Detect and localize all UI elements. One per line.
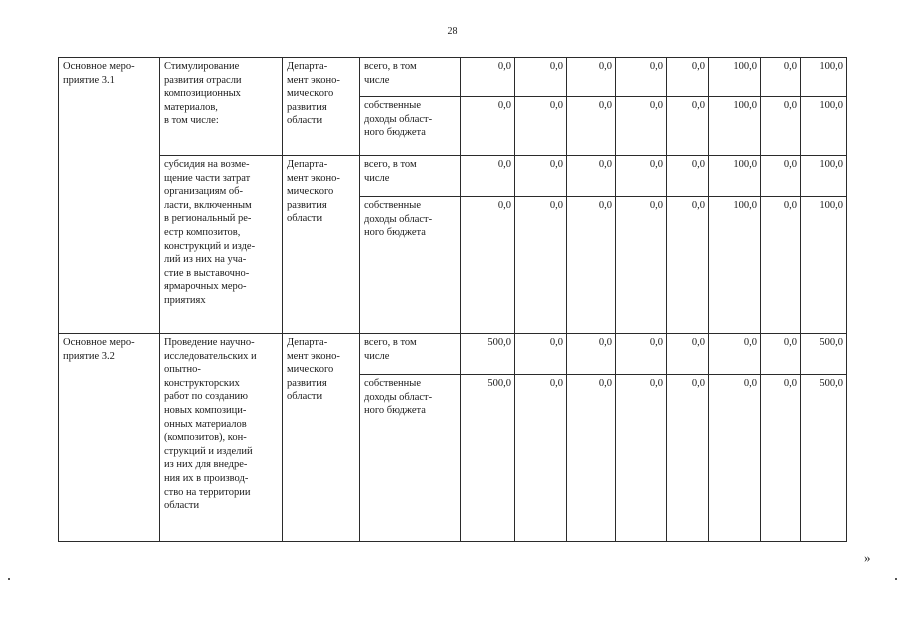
- value-cell: 0,0: [567, 58, 616, 97]
- measure-name-cell: субсидия на возме- щение части затрат организациям об- ласти, включенным в региональный ре- естр композитов, конструкций и изде- лий из них на уча- стие в выставочно- ярмарочных меро- приятиях: [160, 156, 283, 334]
- measure-group-cell: Основное меро- приятие 3.2: [59, 334, 160, 542]
- budget-table: [58, 57, 847, 542]
- value-cell: 0,0: [761, 197, 801, 334]
- value-cell: 0,0: [616, 197, 667, 334]
- executor-cell: Департа- мент эконо- мического развития области: [283, 58, 360, 156]
- funding-source-cell: собственные доходы област- ного бюджета: [360, 97, 461, 156]
- value-cell: 0,0: [667, 334, 709, 375]
- value-cell: 0,0: [616, 58, 667, 97]
- value-cell: 0,0: [567, 334, 616, 375]
- measure-name-cell: Проведение научно- исследовательских и опытно- конструкторских работ по созданию новых композици- онных материалов (композитов), кон- струкций и изделий из них для внедре- ния их в производ- ство на территории области: [160, 334, 283, 542]
- value-cell: 0,0: [761, 97, 801, 156]
- funding-source-cell: всего, в том числе: [360, 156, 461, 197]
- value-cell: 100,0: [709, 58, 761, 97]
- value-cell: 0,0: [616, 334, 667, 375]
- scan-speck: [8, 578, 10, 580]
- value-cell: 0,0: [461, 156, 515, 197]
- value-cell: 0,0: [515, 58, 567, 97]
- value-cell: 0,0: [515, 197, 567, 334]
- value-cell: 100,0: [801, 97, 847, 156]
- value-cell: 0,0: [616, 375, 667, 542]
- value-cell: 500,0: [801, 375, 847, 542]
- table-row: [59, 156, 847, 197]
- value-cell: 100,0: [801, 197, 847, 334]
- executor-cell: Департа- мент эконо- мического развития области: [283, 156, 360, 334]
- value-cell: 0,0: [567, 97, 616, 156]
- measure-name-cell: Стимулирование развития отрасли композиционных материалов, в том числе:: [160, 58, 283, 156]
- value-cell: 0,0: [461, 197, 515, 334]
- value-cell: 0,0: [667, 58, 709, 97]
- value-cell: 0,0: [667, 156, 709, 197]
- value-cell: 0,0: [709, 334, 761, 375]
- value-cell: 0,0: [761, 334, 801, 375]
- value-cell: 100,0: [709, 97, 761, 156]
- value-cell: 500,0: [801, 334, 847, 375]
- scan-speck: [895, 578, 897, 580]
- value-cell: 0,0: [461, 97, 515, 156]
- value-cell: 0,0: [567, 375, 616, 542]
- value-cell: 100,0: [801, 58, 847, 97]
- value-cell: 0,0: [667, 97, 709, 156]
- value-cell: 0,0: [567, 197, 616, 334]
- funding-source-cell: собственные доходы област- ного бюджета: [360, 375, 461, 542]
- value-cell: 0,0: [515, 97, 567, 156]
- value-cell: 0,0: [761, 375, 801, 542]
- value-cell: 0,0: [667, 197, 709, 334]
- value-cell: 0,0: [616, 97, 667, 156]
- page-number: 28: [447, 26, 458, 37]
- value-cell: 500,0: [461, 334, 515, 375]
- value-cell: 0,0: [461, 58, 515, 97]
- value-cell: 0,0: [515, 375, 567, 542]
- measure-group-cell: Основное меро- приятие 3.1: [59, 58, 160, 334]
- value-cell: 0,0: [667, 375, 709, 542]
- value-cell: 0,0: [761, 156, 801, 197]
- funding-source-cell: собственные доходы област- ного бюджета: [360, 197, 461, 334]
- value-cell: 0,0: [616, 156, 667, 197]
- closing-quote: »: [864, 550, 871, 565]
- value-cell: 0,0: [515, 334, 567, 375]
- value-cell: 100,0: [801, 156, 847, 197]
- value-cell: 0,0: [515, 156, 567, 197]
- value-cell: 100,0: [709, 197, 761, 334]
- value-cell: 0,0: [567, 156, 616, 197]
- table-row: [59, 58, 847, 97]
- table-row: [59, 334, 847, 375]
- value-cell: 500,0: [461, 375, 515, 542]
- value-cell: 100,0: [709, 156, 761, 197]
- value-cell: 0,0: [709, 375, 761, 542]
- funding-source-cell: всего, в том числе: [360, 334, 461, 375]
- funding-source-cell: всего, в том числе: [360, 58, 461, 97]
- executor-cell: Департа- мент эконо- мического развития области: [283, 334, 360, 542]
- value-cell: 0,0: [761, 58, 801, 97]
